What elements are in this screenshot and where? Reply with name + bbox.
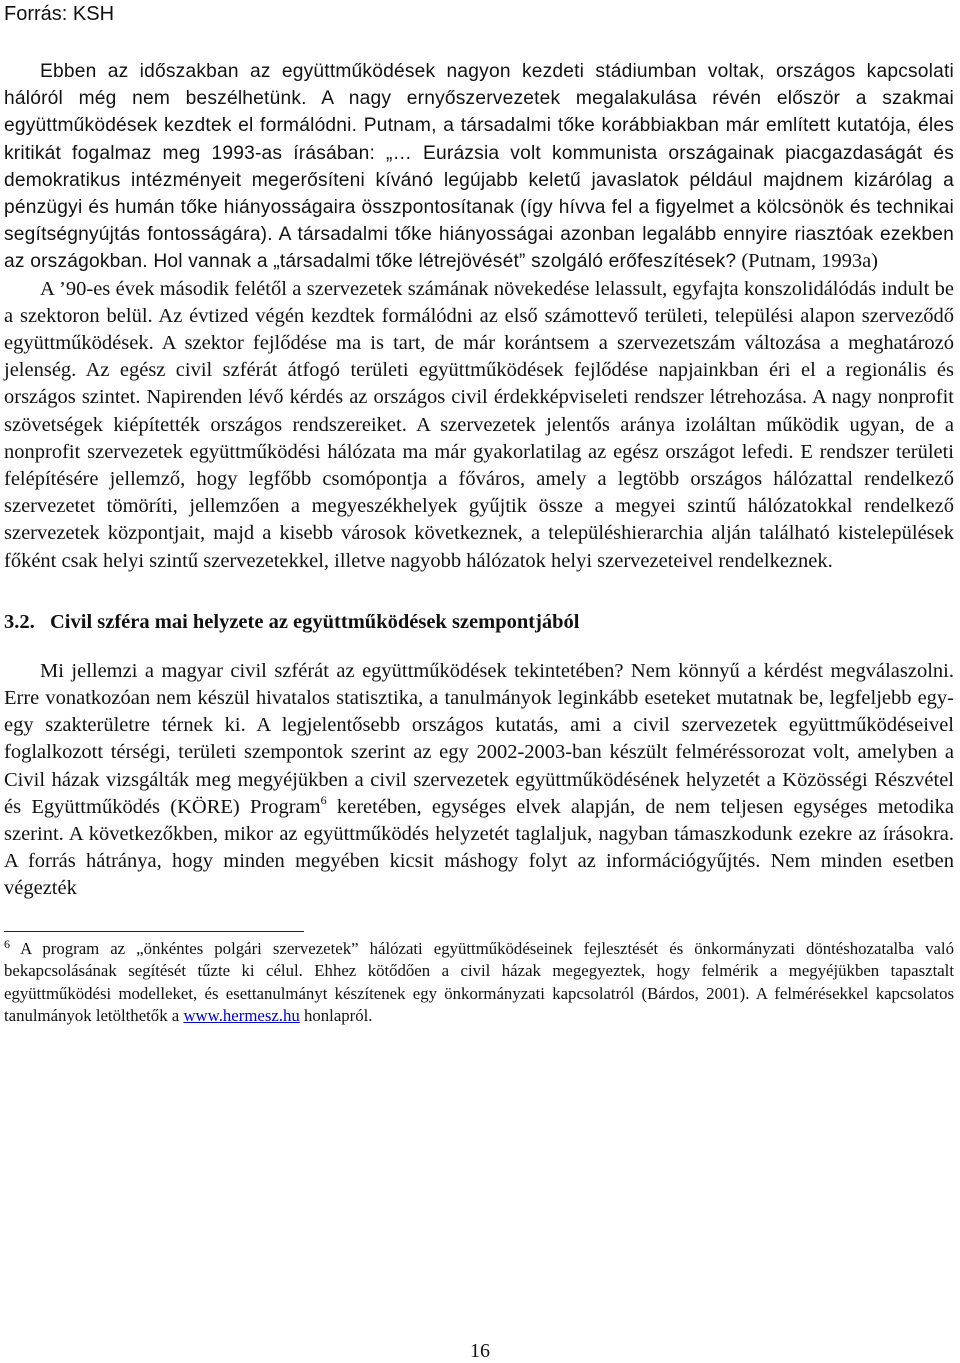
footnote-divider: [4, 931, 304, 932]
paragraph-1: [4, 58, 954, 276]
footnote-link[interactable]: www.hermesz.hu: [183, 1006, 300, 1026]
source-label: Forrás: KSH: [4, 3, 115, 25]
paragraph-3-text-a: Mi jellemzi a magyar civil szférát az együttműködések tekintetében? Nem könnyű a kérdést megválaszolni. Erre vonatkozóan nem készül hivatalos statisztika, a tanulmányok leginkább eseteket mutatnak be, legfeljebb egy-egy szakterületre térnek ki. A legjelentősebb országos kutatás, ami a civil szervezetek együttműködéseivel foglalkozott térségi, területi szempontok szerint az egy 2002-2003-ban készült felméréssorozat volt, amelyben a Civil házak vizsgálták meg megyéjükben a civil szervezetek együttműködésének helyzetét a Közösségi Részvétel és Együttműködés (KÖRE) Program: [4, 659, 954, 818]
section-title: Civil szféra mai helyzete az együttműködések szempontjából: [50, 610, 580, 633]
footnote-text-end: honlapról.: [299, 1006, 373, 1026]
section-heading: [4, 608, 954, 636]
paragraph-3: [4, 658, 954, 903]
page-number: 16: [470, 1340, 490, 1362]
footnote-reference[interactable]: 6: [320, 792, 327, 807]
section-number: 3.2.: [4, 610, 35, 633]
footnote-marker: 6: [4, 936, 10, 951]
paragraph-1-sans-text: Ebben az időszakban az együttműködések nagyon kezdeti stádiumban voltak, országos kapcsolati hálóról még nem beszélhetünk. A nagy ernyőszervezetek megalakulása révén először a szakmai együttműködések kezdtek el formálódni. Putnam, a társadalmi tőke korábbiakban már említett kutatója, éles kritikát fogalmaz meg 1993-as írásában: „… Eurázsia volt kommunista országainak piacgazdaságát és demokratikus intézményeit megerősíteni kívánó legújabb keletű javaslatok például majdnem kizárólag a pénzügyi és humán tőke hiányosságaira összpontosítanak (így hívva fel a figyelmet a kölcsönök és technikai segítségnyújtás fontosságára). A társadalmi tőke hiányosságai azonban legalább ennyire riasztóak ezekben az országokban. Hol vannak a „társadalmi tőke létrejövését” szolgáló erőfeszítések?: [4, 61, 954, 273]
paragraph-1-citation: (Putnam, 1993a): [736, 250, 879, 273]
footnote-text: A program az „önkéntes polgári szervezetek” hálózati együttműködéseinek fejlesztését és önkormányzati döntéshozatalba való bekapcsolásának segítését tűzte ki célul. Ehhez kötődően a civil házak megegyeztek, hogy felmérik a megyéjükben tapasztalt együttműködési modelleket, és esettanulmányt készítenek egy önkormányzati kapcsolatról (Bárdos, 2001). A felmérésekkel kapcsolatos tanulmányok letölthetők a: [4, 938, 954, 1026]
document-page: [4, 0, 954, 1028]
paragraph-3-text-b: keretében, egységes elvek alapján, de nem teljesen egységes metodika szerint. A következőkben, mikor az együttműködés helyzetét taglaljuk, nagyban támaszkodunk ezekre az írásokra. A forrás hátránya, hogy minden megyében kicsit máshogy folyt az információgyűjtés. Nem minden esetben végezték: [4, 795, 954, 900]
paragraph-2: A ’90-es évek második felétől a szervezetek számának növekedése lelassult, egyfajta konszolidálódás indult be a szektoron belül. Az évtized végén kezdtek formálódni az első számottevő területi, települési alapon szerveződő együttműködések. A szektor fejlődése ma is tart, de már korántsem a szervezetszám változása a meghatározó jelenség. Az egész civil szférát átfogó területi együttműködések fejlődése napjainkban éri el a regionális és országos szintet. Napirenden lévő kérdés az országos civil érdekképviseleti rendszer létrehozása. A nagy nonprofit szövetségek kiépítették országos rendszereiket. A szervezetek jelentős aránya izoláltan működik ugyan, de a nonprofit szervezetek együttműködési hálózata ma már gyakorlatilag az egész országot lefedi. E rendszer területi felépítésére jellemző, hogy legfőbb csomópontja a főváros, amely a legtöbb országos hálózattal rendelkező szervezetet tömöríti, jellemzően a megyeszékhelyek gyűjtik össze a megyei szintű hálózatokkal rendelkező szervezetek központjait, majd a kisebb városok következnek, a településhierarchia alján található kistelepülések főként csak helyi szintű szervezetekkel, illetve nagyobb hálózatok helyi szervezeteivel rendelkeznek.: [4, 277, 954, 572]
footnote: [4, 938, 954, 1028]
